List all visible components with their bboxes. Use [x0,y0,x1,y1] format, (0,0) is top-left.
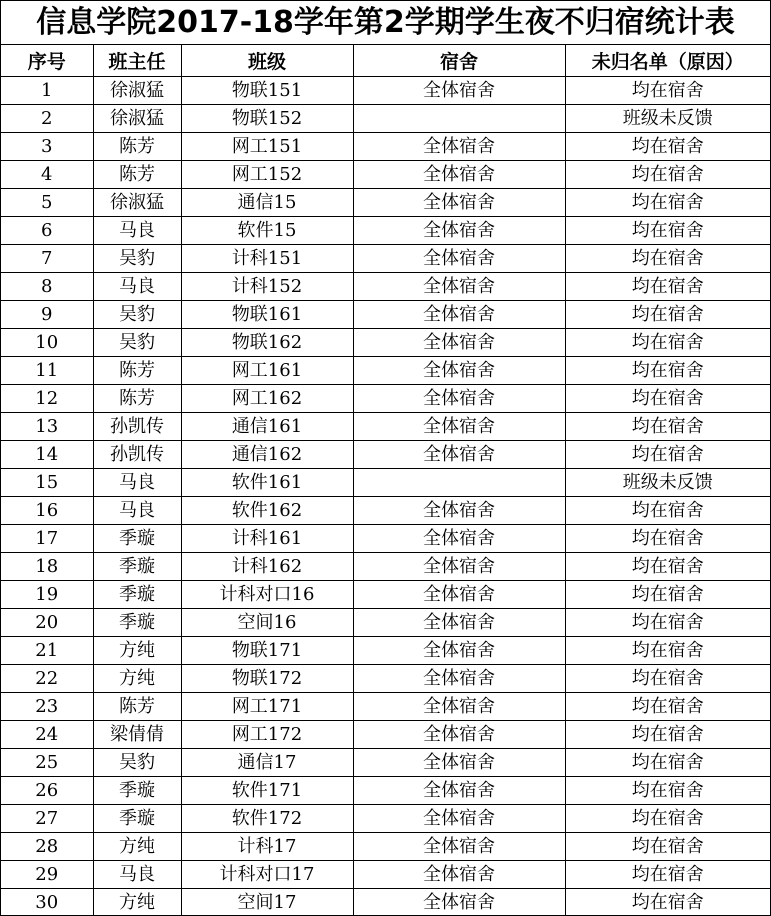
cell-absent[interactable]: 均在宿舍 [565,217,770,245]
cell-dorm[interactable]: 全体宿舍 [353,609,565,637]
cell-class[interactable]: 计科152 [181,273,353,301]
cell-number[interactable]: 20 [1,609,93,637]
cell-class[interactable]: 通信15 [181,189,353,217]
cell-dorm[interactable]: 全体宿舍 [353,833,565,861]
cell-number[interactable]: 29 [1,861,93,889]
cell-dorm[interactable]: 全体宿舍 [353,301,565,329]
cell-class[interactable]: 通信161 [181,413,353,441]
cell-number[interactable]: 14 [1,441,93,469]
cell-teacher[interactable]: 徐淑猛 [93,189,181,217]
cell-class[interactable]: 计科161 [181,525,353,553]
cell-teacher[interactable]: 方纯 [93,637,181,665]
cell-class[interactable]: 计科17 [181,833,353,861]
table-row [1,581,770,609]
cell-number[interactable]: 16 [1,497,93,525]
column-header-teacher[interactable]: 班主任 [93,45,181,77]
cell-class[interactable]: 物联162 [181,329,353,357]
table-row [1,77,770,105]
cell-number[interactable]: 15 [1,469,93,497]
cell-dorm[interactable]: 全体宿舍 [353,161,565,189]
header-row [1,45,770,77]
cell-absent[interactable]: 均在宿舍 [565,413,770,441]
cell-dorm[interactable]: 全体宿舍 [353,777,565,805]
cell-absent[interactable]: 均在宿舍 [565,889,770,916]
cell-class[interactable]: 计科对口17 [181,861,353,889]
cell-dorm[interactable]: 全体宿舍 [353,665,565,693]
cell-absent[interactable]: 均在宿舍 [565,693,770,721]
cell-absent[interactable]: 均在宿舍 [565,805,770,833]
cell-number[interactable]: 4 [1,161,93,189]
cell-number[interactable]: 27 [1,805,93,833]
cell-class[interactable]: 软件15 [181,217,353,245]
cell-teacher[interactable]: 方纯 [93,889,181,916]
cell-absent[interactable]: 均在宿舍 [565,637,770,665]
cell-number[interactable]: 26 [1,777,93,805]
cell-number[interactable]: 22 [1,665,93,693]
cell-teacher[interactable]: 吴豹 [93,301,181,329]
table-row [1,385,770,413]
table-row [1,609,770,637]
cell-number[interactable]: 10 [1,329,93,357]
cell-dorm[interactable]: 全体宿舍 [353,553,565,581]
cell-class[interactable]: 软件171 [181,777,353,805]
cell-number[interactable]: 11 [1,357,93,385]
cell-absent[interactable]: 均在宿舍 [565,721,770,749]
cell-number[interactable]: 3 [1,133,93,161]
cell-absent[interactable]: 均在宿舍 [565,497,770,525]
cell-teacher[interactable]: 陈芳 [93,357,181,385]
cell-class[interactable]: 软件172 [181,805,353,833]
cell-number[interactable]: 6 [1,217,93,245]
cell-teacher[interactable]: 季璇 [93,553,181,581]
cell-number[interactable]: 25 [1,749,93,777]
table-row [1,777,770,805]
cell-dorm[interactable]: 全体宿舍 [353,721,565,749]
table-row [1,525,770,553]
cell-number[interactable]: 7 [1,245,93,273]
cell-teacher[interactable]: 徐淑猛 [93,105,181,133]
cell-teacher[interactable]: 陈芳 [93,385,181,413]
table-header [1,45,770,77]
cell-number[interactable]: 13 [1,413,93,441]
table-row [1,553,770,581]
table-row [1,133,770,161]
table-row [1,161,770,189]
cell-number[interactable]: 24 [1,721,93,749]
cell-class[interactable]: 通信17 [181,749,353,777]
cell-teacher[interactable]: 马良 [93,497,181,525]
cell-class[interactable]: 物联152 [181,105,353,133]
cell-number[interactable]: 12 [1,385,93,413]
cell-class[interactable]: 物联171 [181,637,353,665]
table-row [1,749,770,777]
table-row [1,357,770,385]
table-row [1,693,770,721]
cell-number[interactable]: 30 [1,889,93,916]
cell-teacher[interactable]: 马良 [93,861,181,889]
cell-class[interactable]: 软件161 [181,469,353,497]
cell-absent[interactable]: 均在宿舍 [565,161,770,189]
cell-absent[interactable]: 均在宿舍 [565,609,770,637]
cell-teacher[interactable]: 季璇 [93,777,181,805]
cell-teacher[interactable]: 马良 [93,469,181,497]
table-row [1,861,770,889]
cell-teacher[interactable]: 孙凯传 [93,413,181,441]
cell-teacher[interactable]: 梁倩倩 [93,721,181,749]
cell-class[interactable]: 物联161 [181,301,353,329]
cell-absent[interactable]: 均在宿舍 [565,861,770,889]
cell-absent[interactable]: 班级未反馈 [565,105,770,133]
table-body [1,77,770,916]
table-row [1,217,770,245]
cell-absent[interactable]: 均在宿舍 [565,133,770,161]
cell-dorm[interactable]: 全体宿舍 [353,133,565,161]
cell-dorm[interactable]: 全体宿舍 [353,805,565,833]
cell-class[interactable]: 计科对口16 [181,581,353,609]
cell-class[interactable]: 空间17 [181,889,353,916]
cell-dorm[interactable]: 全体宿舍 [353,357,565,385]
cell-dorm[interactable] [353,469,565,497]
cell-dorm[interactable]: 全体宿舍 [353,749,565,777]
cell-class[interactable]: 网工151 [181,133,353,161]
cell-absent[interactable]: 均在宿舍 [565,441,770,469]
cell-dorm[interactable]: 全体宿舍 [353,861,565,889]
cell-teacher[interactable]: 方纯 [93,833,181,861]
cell-dorm[interactable]: 全体宿舍 [353,217,565,245]
table-row [1,469,770,497]
cell-absent[interactable]: 均在宿舍 [565,77,770,105]
cell-teacher[interactable]: 吴豹 [93,329,181,357]
cell-dorm[interactable]: 全体宿舍 [353,329,565,357]
table-row [1,441,770,469]
cell-number[interactable]: 1 [1,77,93,105]
cell-number[interactable]: 18 [1,553,93,581]
column-header-dorm[interactable]: 宿舍 [353,45,565,77]
cell-absent[interactable]: 均在宿舍 [565,329,770,357]
cell-dorm[interactable]: 全体宿舍 [353,637,565,665]
cell-absent[interactable]: 均在宿舍 [565,189,770,217]
table-row [1,497,770,525]
cell-teacher[interactable]: 马良 [93,217,181,245]
cell-dorm[interactable]: 全体宿舍 [353,189,565,217]
cell-number[interactable]: 21 [1,637,93,665]
cell-number[interactable]: 9 [1,301,93,329]
table-row [1,189,770,217]
cell-absent[interactable]: 均在宿舍 [565,665,770,693]
cell-absent[interactable]: 均在宿舍 [565,749,770,777]
table-row [1,329,770,357]
cell-teacher[interactable]: 马良 [93,273,181,301]
cell-teacher[interactable]: 方纯 [93,665,181,693]
cell-dorm[interactable]: 全体宿舍 [353,413,565,441]
cell-dorm[interactable]: 全体宿舍 [353,273,565,301]
cell-number[interactable]: 5 [1,189,93,217]
cell-absent[interactable]: 均在宿舍 [565,357,770,385]
table-row [1,805,770,833]
cell-class[interactable]: 网工172 [181,721,353,749]
table-row [1,273,770,301]
cell-dorm[interactable]: 全体宿舍 [353,441,565,469]
cell-dorm[interactable]: 全体宿舍 [353,525,565,553]
cell-absent[interactable]: 均在宿舍 [565,245,770,273]
cell-number[interactable]: 19 [1,581,93,609]
cell-absent[interactable]: 均在宿舍 [565,385,770,413]
column-header-number[interactable]: 序号 [1,45,93,77]
column-header-class[interactable]: 班级 [181,45,353,77]
cell-class[interactable]: 软件162 [181,497,353,525]
table-row [1,665,770,693]
cell-absent[interactable]: 均在宿舍 [565,581,770,609]
table-row [1,721,770,749]
cell-class[interactable]: 计科151 [181,245,353,273]
cell-class[interactable]: 网工161 [181,357,353,385]
table-row [1,301,770,329]
cell-teacher[interactable]: 吴豹 [93,245,181,273]
cell-class[interactable]: 物联151 [181,77,353,105]
cell-dorm[interactable]: 全体宿舍 [353,889,565,916]
cell-dorm[interactable]: 全体宿舍 [353,497,565,525]
cell-dorm[interactable]: 全体宿舍 [353,245,565,273]
cell-teacher[interactable]: 吴豹 [93,749,181,777]
cell-number[interactable]: 2 [1,105,93,133]
table-row [1,889,770,916]
cell-class[interactable]: 通信162 [181,441,353,469]
cell-teacher[interactable]: 季璇 [93,581,181,609]
cell-class[interactable]: 计科162 [181,553,353,581]
cell-teacher[interactable]: 孙凯传 [93,441,181,469]
cell-dorm[interactable]: 全体宿舍 [353,693,565,721]
cell-absent[interactable]: 均在宿舍 [565,777,770,805]
table-row [1,637,770,665]
table-title: 信息学院2017-18学年第2学期学生夜不归宿统计表 [1,1,770,45]
cell-teacher[interactable]: 陈芳 [93,693,181,721]
cell-teacher[interactable]: 季璇 [93,525,181,553]
cell-dorm[interactable]: 全体宿舍 [353,581,565,609]
cell-absent[interactable]: 均在宿舍 [565,301,770,329]
cell-class[interactable]: 网工171 [181,693,353,721]
cell-absent[interactable]: 均在宿舍 [565,833,770,861]
cell-class[interactable]: 空间16 [181,609,353,637]
table-row [1,833,770,861]
cell-teacher[interactable]: 徐淑猛 [93,77,181,105]
cell-class[interactable]: 物联172 [181,665,353,693]
cell-absent[interactable]: 均在宿舍 [565,553,770,581]
cell-number[interactable]: 8 [1,273,93,301]
cell-teacher[interactable]: 陈芳 [93,133,181,161]
cell-number[interactable]: 28 [1,833,93,861]
cell-dorm[interactable]: 全体宿舍 [353,385,565,413]
cell-dorm[interactable]: 全体宿舍 [353,77,565,105]
cell-absent[interactable]: 均在宿舍 [565,273,770,301]
cell-number[interactable]: 23 [1,693,93,721]
cell-teacher[interactable]: 季璇 [93,609,181,637]
cell-absent[interactable]: 均在宿舍 [565,525,770,553]
cell-dorm[interactable] [353,105,565,133]
cell-number[interactable]: 17 [1,525,93,553]
table-row [1,105,770,133]
cell-teacher[interactable]: 季璇 [93,805,181,833]
cell-teacher[interactable]: 陈芳 [93,161,181,189]
table-row [1,413,770,441]
cell-absent[interactable]: 班级未反馈 [565,469,770,497]
cell-class[interactable]: 网工162 [181,385,353,413]
cell-class[interactable]: 网工152 [181,161,353,189]
statistics-table [1,45,770,916]
column-header-absent[interactable]: 未归名单（原因） [565,45,770,77]
table-row [1,245,770,273]
